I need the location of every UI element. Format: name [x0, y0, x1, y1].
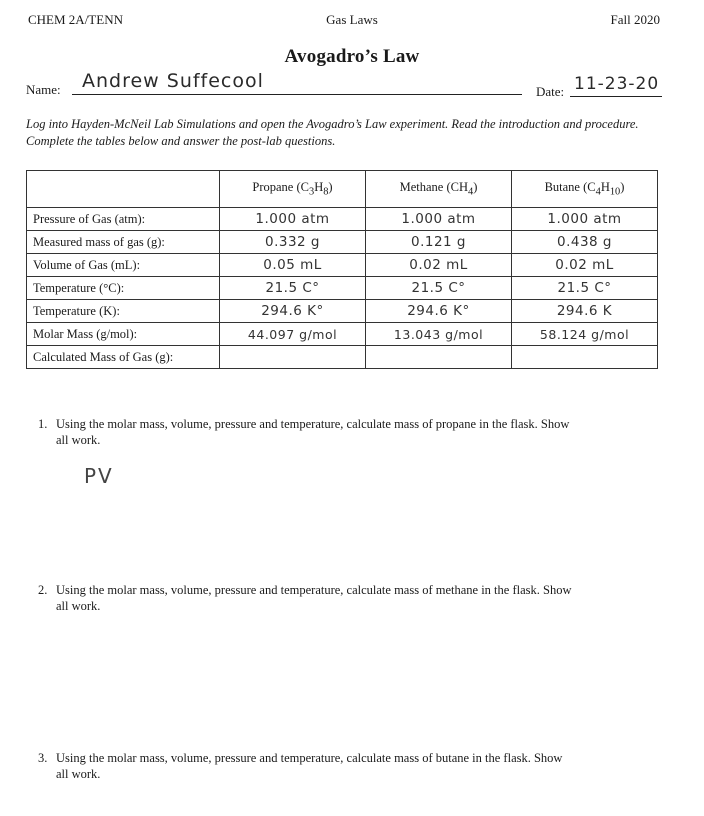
date-label: Date: — [536, 84, 565, 99]
propane-calculated-mass[interactable] — [220, 346, 366, 369]
methane-volume[interactable]: 0.02 mL — [366, 254, 512, 277]
propane-measured-mass[interactable]: 0.332 g — [220, 231, 366, 254]
table-header-row — [27, 171, 658, 208]
butane-temperature-k[interactable]: 294.6 K — [512, 300, 658, 323]
propane-pressure[interactable]: 1.000 atm — [220, 208, 366, 231]
row-label: Calculated Mass of Gas (g): — [27, 346, 220, 369]
column-header-butane: Butane $(C_4H_{10})$ — [512, 171, 658, 208]
page-title: Avogadro’s Law — [284, 46, 420, 67]
butane-calculated-mass[interactable] — [512, 346, 658, 369]
table-row — [27, 346, 658, 369]
question-number: 3. — [38, 751, 48, 765]
table-row — [27, 323, 658, 346]
row-label: Measured mass of gas (g): — [27, 231, 220, 254]
methane-pressure[interactable]: 1.000 atm — [366, 208, 512, 231]
question-3 — [38, 750, 658, 782]
propane-molar-mass[interactable]: 44.097 g/mol — [220, 323, 366, 346]
question-text: Using the molar mass, volume, pressure and temperature, calculate mass of propane in the flask. Show — [56, 417, 570, 431]
butane-molar-mass[interactable]: 58.124 g/mol — [512, 323, 658, 346]
row-label: Molar Mass (g/mol): — [27, 323, 220, 346]
date-value: 11-23-20 — [574, 74, 660, 94]
table-row — [27, 254, 658, 277]
butane-pressure[interactable]: 1.000 atm — [512, 208, 658, 231]
answer-1-work[interactable]: PV — [84, 464, 114, 488]
term-label: Fall 2020 — [610, 12, 660, 27]
question-number: 2. — [38, 583, 48, 597]
butane-measured-mass[interactable]: 0.438 g — [512, 231, 658, 254]
topic-label: Gas Laws — [326, 12, 378, 27]
question-text: Using the molar mass, volume, pressure and temperature, calculate mass of methane in the flask. Show — [56, 583, 572, 597]
table-row — [27, 231, 658, 254]
question-text-continued: all work. — [56, 767, 101, 781]
methane-temperature-k[interactable]: 294.6 K° — [366, 300, 512, 323]
propane-temperature-c[interactable]: 21.5 C° — [220, 277, 366, 300]
methane-temperature-c[interactable]: 21.5 C° — [366, 277, 512, 300]
methane-measured-mass[interactable]: 0.121 g — [366, 231, 512, 254]
row-label: Temperature (°C): — [27, 277, 220, 300]
row-label: Temperature (K): — [27, 300, 220, 323]
name-value: Andrew Suffecool — [82, 70, 264, 92]
question-text-continued: all work. — [56, 599, 101, 613]
propane-temperature-k[interactable]: 294.6 K° — [220, 300, 366, 323]
row-label: Pressure of Gas (atm): — [27, 208, 220, 231]
propane-volume[interactable]: 0.05 mL — [220, 254, 366, 277]
question-text: Using the molar mass, volume, pressure and temperature, calculate mass of butane in the flask. Show — [56, 751, 563, 765]
course-code: CHEM 2A/TENN — [28, 12, 123, 27]
methane-calculated-mass[interactable] — [366, 346, 512, 369]
question-1 — [38, 416, 658, 448]
table-row — [27, 300, 658, 323]
table-row — [27, 277, 658, 300]
question-2 — [38, 582, 658, 614]
data-table — [26, 170, 658, 369]
row-label: Volume of Gas (mL): — [27, 254, 220, 277]
instructions: Log into Hayden-McNeil Lab Simulations and open the Avogadro’s Law experiment. Read the introduction and procedure. Complete the tables below and answer the post-lab questions. — [26, 117, 639, 148]
header-empty-cell — [27, 171, 220, 208]
question-number: 1. — [38, 417, 48, 431]
name-label: Name: — [26, 82, 61, 97]
question-text-continued: all work. — [56, 433, 101, 447]
date-field[interactable] — [570, 76, 662, 97]
butane-volume[interactable]: 0.02 mL — [512, 254, 658, 277]
methane-molar-mass[interactable]: 13.043 g/mol — [366, 323, 512, 346]
column-header-methane: Methane $(CH_4)$ — [366, 171, 512, 208]
name-field[interactable] — [72, 70, 522, 95]
butane-temperature-c[interactable]: 21.5 C° — [512, 277, 658, 300]
column-header-propane: Propane $(C_3H_8)$ — [220, 171, 366, 208]
table-row — [27, 208, 658, 231]
